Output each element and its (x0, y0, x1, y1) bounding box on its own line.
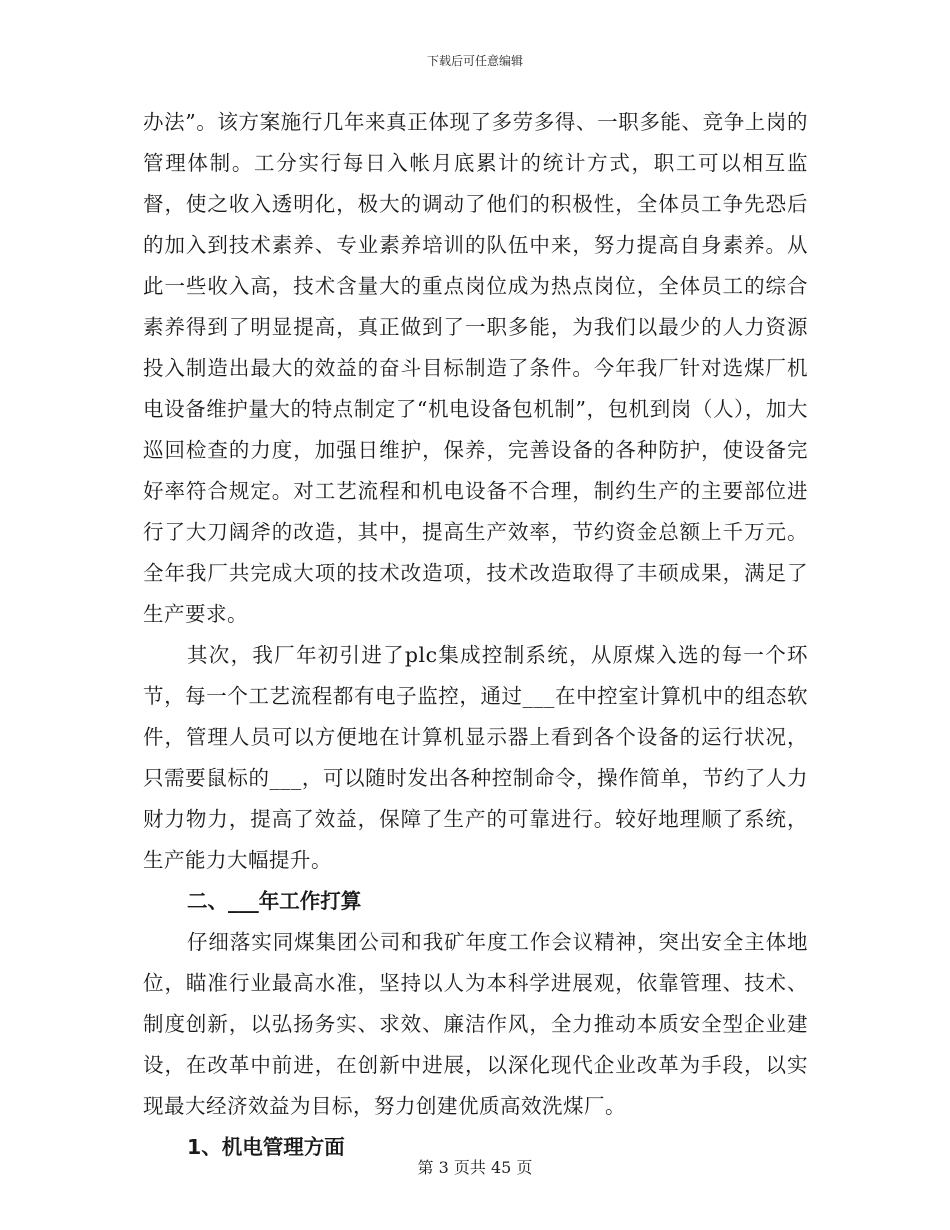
paragraph-work-plan: 仔细落实同煤集团公司和我矿年度工作会议精神，突出安全主体地位，瞄准行业最高水准，坚持以人为本科学进展观，依靠管理、技术、制度创新，以弘扬务实、求效、廉洁作风，全力推动本质安全型企业建设，在改革中前进，在创新中进展，以深化现代企业改革为手段，以实现最大经济效益为目标，努力创建优质高效洗煤厂。 (143, 930, 808, 1118)
paragraph-mechanism: 办法”。该方案施行几年来真正体现了多劳多得、一职多能、竞争上岗的管理体制。工分实行每日入帐月底累计的统计方式，职工可以相互监督，使之收入透明化，极大的调动了他们的积极性，全体员工争先恐后的加入到技术素养、专业素养培训的队伍中来，努力提高自身素养。从此一些收入高，技术含量大的重点岗位成为热点岗位，全体员工的综合素养得到了明显提高，真正做到了一职多能，为我们以最少的人力资源投入制造出最大的效益的奋斗目标制造了条件。今年我厂针对选煤厂机电设备维护量大的特点制定了“机电设备包机制”，包机到岗（人），加大巡回检查的力度，加强日维护，保养，完善设备的各种防护，使设备完好率符合规定。对工艺流程和机电设备不合理，制约生产的主要部位进行了大刀阔斧的改造，其中，提高生产效率，节约资金总额上千万元。全年我厂共完成大项的技术改造项，技术改造取得了丰硕成果，满足了生产要求。 (143, 110, 808, 626)
paragraph-plc-system: 其次，我厂年初引进了plc集成控制系统，从原煤入选的每一个环节，每一个工艺流程都有电子监控，通过___在中控室计算机中的组态软件，管理人员可以方便地在计算机显示器上看到各个设备的运行状况，只需要鼠标的___，可以随时发出各种控制命令，操作简单，节约了人力财力物力，提高了效益，保障了生产的可靠进行。较好地理顺了系统，生产能力大幅提升。 (143, 643, 808, 872)
page-number-footer: 第 3 页共 45 页 (417, 1158, 533, 1177)
page-header: 下载后可任意编辑 (426, 54, 523, 68)
section-heading-work-plan: 二、___年工作打算 (187, 889, 362, 913)
document-body (143, 102, 808, 1168)
subsection-heading-electromechanical: 1、机电管理方面 (187, 1135, 345, 1159)
